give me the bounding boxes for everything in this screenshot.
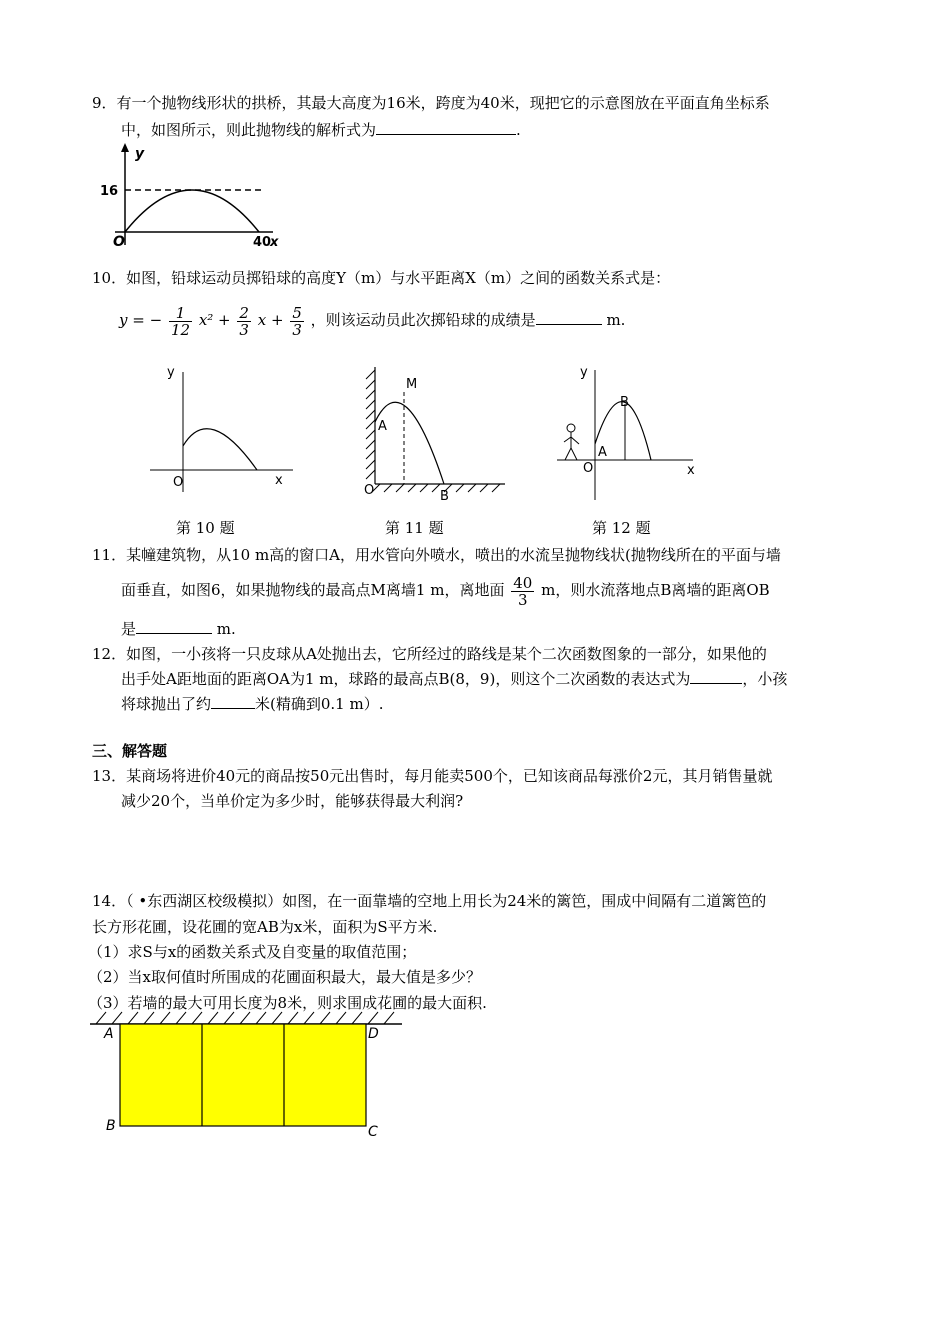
q12-answer-blank2	[211, 694, 255, 709]
caption-fig11: 第 11 题	[385, 519, 444, 537]
q11-line2b: m，则水流落地点B离墙的距离OB	[541, 581, 770, 599]
q12-line3	[121, 694, 383, 714]
q9-y-label: y	[135, 146, 145, 162]
q14-part1: （1）求S与x的函数关系式及自变量的取值范围；	[88, 943, 417, 961]
q10-eq-x2: x² +	[198, 311, 231, 329]
fig12	[555, 362, 705, 502]
q12-line2	[121, 669, 787, 689]
fig12-x-label: x	[687, 463, 695, 478]
q9-x-label: x	[270, 235, 279, 250]
fig12-b-label: B	[620, 395, 629, 410]
q14-b-label: B	[106, 1118, 116, 1134]
q9-40-label: 40	[253, 235, 272, 250]
q9-parabola	[125, 190, 259, 232]
q10-eq-tail: ，则该运动员此次掷铅球的成绩是	[310, 311, 536, 329]
q9-o-label: O	[113, 234, 125, 250]
q10-equation	[119, 300, 625, 344]
q9-16-label: 16	[100, 184, 119, 199]
q14-line1: 14．（ •东西湖区校级模拟）如图，在一面靠墙的空地上用长为24米的篱笆，围成中间隔有二道篱笆的	[92, 892, 767, 910]
fig11	[360, 362, 510, 502]
q11-line3	[121, 619, 236, 639]
q9-line2	[121, 120, 521, 140]
q10-frac2: $\frac{2}{3}$	[239, 303, 249, 339]
q10-unit: m.	[606, 311, 626, 329]
q11-line2	[121, 570, 770, 610]
q12-line3a: 将球抛出了约	[121, 695, 212, 713]
q11-line3a: 是	[121, 620, 137, 638]
q14-flowerbed	[120, 1024, 366, 1126]
fig10-curve	[183, 429, 257, 470]
q14-line2: 长方形花圃，设花圃的宽AB为x米，面积为S平方米.	[92, 918, 438, 936]
q9-figure	[95, 140, 285, 250]
q10-frac3: $\frac{5}{3}$	[292, 303, 302, 339]
fig11-wall-hatch	[366, 370, 375, 479]
q9-answer-blank	[376, 120, 516, 135]
fig12-o-label: O	[583, 461, 594, 476]
fig10-x-label: x	[275, 473, 283, 488]
q12-line2a: 出手处A距地面的距离OA为1 m，球路的最高点B(8，9)，则这个二次函数的表达式为	[121, 670, 691, 688]
fig11-a-label: A	[378, 419, 387, 434]
q9-line1: 9．有一个抛物线形状的拱桥，其最大高度为16米，跨度为40米，现把它的示意图放在平面直角坐标系	[92, 94, 770, 112]
q13-line2: 减少20个，当单价定为多少时，能够获得最大利润?	[121, 792, 464, 810]
fig11-o-label: O	[364, 483, 375, 498]
q14-c-label: C	[368, 1124, 378, 1140]
q13-line1: 13．某商场将进价40元的商品按50元出售时，每月能卖500个，已知该商品每涨价2元，其月销售量就	[92, 767, 773, 785]
q10-line1: 10．如图，铅球运动员掷铅球的高度Y（m）与水平距离X（m）之间的函数关系式是：	[92, 269, 671, 287]
section3-title: 三、解答题	[92, 742, 168, 760]
fig11-b-label: B	[440, 489, 449, 502]
fig12-a-label: A	[598, 445, 607, 460]
q12-line1: 12．如图，一小孩将一只皮球从A处抛出去，它所经过的路线是某个二次函数图象的一部分，如果他的	[92, 645, 767, 663]
q12-answer-blank1	[690, 669, 742, 684]
fig11-water-curve	[375, 402, 444, 484]
fig12-child-icon	[564, 424, 579, 460]
fig10	[145, 362, 295, 497]
fig11-ground-hatch	[372, 484, 500, 492]
q9-line2-text: 中，如图所示，则此抛物线的解析式为	[121, 121, 377, 139]
q12-line2b: ，小孩	[742, 670, 788, 688]
q11-frac: $\frac{40}{3}$	[513, 573, 533, 609]
q10-eq-y: y = −	[119, 311, 163, 329]
q11-answer-blank	[136, 619, 212, 634]
q14-figure	[90, 1010, 410, 1140]
caption-fig10: 第 10 题	[176, 519, 235, 537]
q14-part2: （2）当x取何值时所围成的花圃面积最大，最大值是多少？	[88, 968, 482, 986]
q14-d-label: D	[368, 1026, 379, 1042]
q11-line1: 11．某幢建筑物，从10 m高的窗口A，用水管向外喷水，喷出的水流呈抛物线状(抛物线所在的平面与墙	[92, 546, 781, 564]
q11-line2a: 面垂直，如图6，如果抛物线的最高点M离墙1 m，离地面	[121, 581, 505, 599]
fig11-m-label: M	[406, 377, 418, 392]
fig10-o-label: O	[173, 475, 184, 490]
q14-part3: （3）若墙的最大可用长度为8米，则求围成花圃的最大面积.	[88, 994, 487, 1012]
q10-eq-x: x +	[257, 311, 284, 329]
q11-line3b: m.	[216, 620, 236, 638]
q10-frac1: $\frac{1}{12}$	[170, 303, 191, 339]
q14-wall-hatch	[96, 1012, 394, 1024]
q12-line3b: 米(精确到0.1 m）.	[255, 695, 384, 713]
q9-end: .	[516, 121, 521, 139]
caption-fig12: 第 12 题	[592, 519, 651, 537]
q9-y-arrow	[121, 143, 129, 152]
q10-answer-blank	[536, 310, 602, 325]
fig10-y-label: y	[167, 365, 175, 380]
q14-a-label: A	[104, 1026, 114, 1042]
fig12-y-label: y	[580, 365, 588, 380]
